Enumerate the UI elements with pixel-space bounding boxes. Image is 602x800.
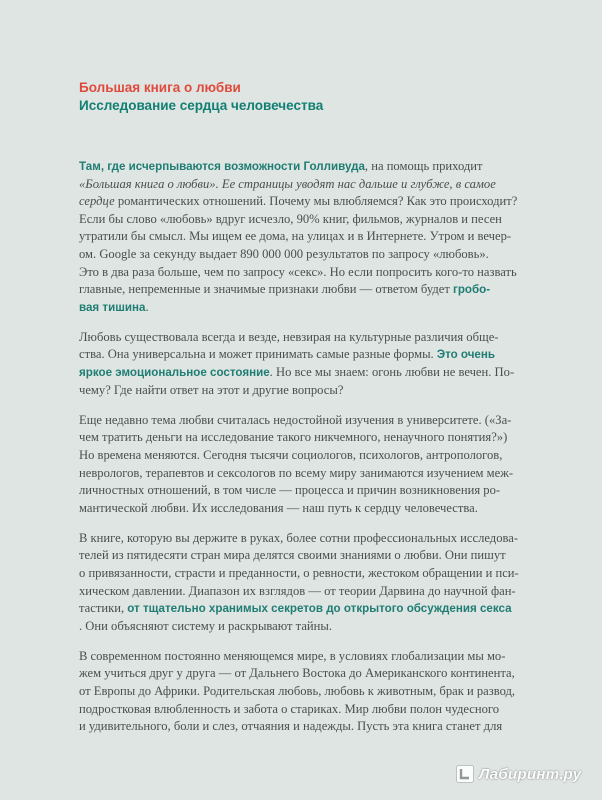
text-segment: Любовь существовала всегда и везде, невзирая на культурные различия обще- xyxy=(79,329,499,344)
text-line xyxy=(79,211,599,229)
text-line xyxy=(79,482,599,500)
text-segment: неврологов, терапевтов и сексологов по всему миру занимаются изучением меж- xyxy=(79,465,514,480)
text-line xyxy=(79,412,599,430)
text-line xyxy=(79,246,599,264)
text-line xyxy=(79,465,599,483)
text-segment: мантической любви. Их исследования — наш путь к сердцу человечества. xyxy=(79,500,478,515)
text-segment: и удивительного, боли и слез, отчаяния и надежды. Пусть эта книга станет для xyxy=(79,719,503,734)
text-segment: . xyxy=(145,299,149,314)
text-segment: Это в два раза больше, чем по запросу «секс». Но если попросить кого-то назвать xyxy=(79,264,517,279)
paragraph xyxy=(79,158,599,316)
text-segment: В книге, которую вы держите в руках, более сотни профессиональных исследова- xyxy=(79,530,519,545)
text-line xyxy=(79,382,599,400)
text-line xyxy=(79,176,599,194)
text-line xyxy=(79,158,599,176)
text-line xyxy=(79,364,599,382)
text-segment: . Они объясняют систему и раскрывают тайны. xyxy=(79,618,333,633)
paragraph xyxy=(79,329,599,399)
text-segment: ства. Она универсальна и может принимать самые разные формы. xyxy=(79,347,437,362)
text-segment: ом. Google за секунду выдает 890 000 000 результатов по запросу «любовь». xyxy=(79,246,489,261)
text-segment: главные, непременные и значимые признаки любви — ответом будет xyxy=(79,282,454,297)
text-segment: жем учиться друг у друга — от Дальнего Востока до Американского континента, xyxy=(79,666,515,681)
text-line xyxy=(79,193,599,211)
text-line xyxy=(79,329,599,347)
labirint-logo-icon xyxy=(456,765,474,783)
highlight-phrase: вая тишина xyxy=(79,300,146,314)
text-line xyxy=(79,618,599,636)
text-segment: телей из пятидесяти стран мира делятся своими знаниями о любви. Они пишут xyxy=(79,548,506,563)
text-segment: Еще недавно тема любви считалась недостойной изучения в университете. («За- xyxy=(79,412,512,427)
text-segment: утратили бы смысл. Мы ищем ее дома, на улицах и в Интернете. Утром и вечер- xyxy=(79,229,512,244)
watermark-text: Лабиринт.ру xyxy=(479,765,582,783)
text-line xyxy=(79,281,599,299)
text-line xyxy=(79,228,599,246)
highlight-phrase: от тщательно хранимых секретов до открытого обсуждения секса xyxy=(127,602,512,616)
text-segment: тастики, xyxy=(79,601,128,616)
text-line xyxy=(79,648,599,666)
paragraph xyxy=(79,648,599,736)
text-line xyxy=(79,500,599,518)
text-segment: Но времена меняются. Сегодня тысячи социологов, психологов, антропологов, xyxy=(79,447,503,462)
text-segment: романтических отношений. Почему мы влюбляемся? Как это происходит? xyxy=(114,194,518,209)
text-line xyxy=(79,565,599,583)
italic-phrase: «Большая книга о любви». Ее страницы уводят нас дальше и глубже, в самое xyxy=(79,176,496,191)
watermark xyxy=(456,765,581,783)
text-segment: Если бы слово «любовь» вдруг исчезло, 90% книг, фильмов, журналов и песен xyxy=(79,211,502,226)
text-line xyxy=(79,299,599,317)
text-segment: от Европы до Африки. Родительская любовь, любовь к животным, брак и развод, xyxy=(79,684,516,699)
text-line xyxy=(79,264,599,282)
text-line xyxy=(79,583,599,601)
text-line xyxy=(79,718,599,736)
paragraph xyxy=(79,412,599,518)
body-text xyxy=(79,158,599,748)
text-segment: личностных отношений, в том числе — процесса и причин возникновения ро- xyxy=(79,483,501,498)
highlight-phrase: гробо- xyxy=(453,283,491,297)
text-line xyxy=(79,547,599,565)
text-line xyxy=(79,683,599,701)
text-segment: подростковая влюбленность и забота о стариках. Мир любви полон чудесного xyxy=(79,701,500,716)
text-line xyxy=(79,530,599,548)
text-line xyxy=(79,429,599,447)
paragraph xyxy=(79,530,599,636)
highlight-phrase: Это очень xyxy=(436,348,496,362)
text-line xyxy=(79,447,599,465)
text-segment: хическом давлении. Диапазон их взглядов — от теории Дарвина до научной фан- xyxy=(79,583,516,598)
text-segment: , на помощь приходит xyxy=(364,159,483,173)
text-segment: В современном постоянно меняющемся мире, в условиях глобализации мы мо- xyxy=(79,648,506,663)
text-segment: о привязанности, страсти и преданности, о ревности, жестоком обращении и пси- xyxy=(79,565,519,580)
text-line xyxy=(79,600,599,618)
text-line xyxy=(79,346,599,364)
page-header xyxy=(79,79,323,115)
text-line xyxy=(79,665,599,683)
text-line xyxy=(79,701,599,719)
text-segment: чем тратить деньги на исследование такого никчемного, ненаучного понятия?») xyxy=(79,430,508,445)
text-segment: чему? Где найти ответ на этот и другие вопросы? xyxy=(79,382,344,397)
highlight-phrase: Там, где исчерпываются возможности Голливуда xyxy=(79,160,365,173)
book-subtitle: Исследование сердца человечества xyxy=(79,98,324,113)
highlight-phrase: яркое эмоциональное состояние xyxy=(79,366,270,380)
text-segment: . Но все мы знаем: огонь любви не вечен. По- xyxy=(269,365,515,380)
book-title: Большая книга о любви xyxy=(79,80,241,95)
italic-phrase: сердце xyxy=(79,194,115,209)
